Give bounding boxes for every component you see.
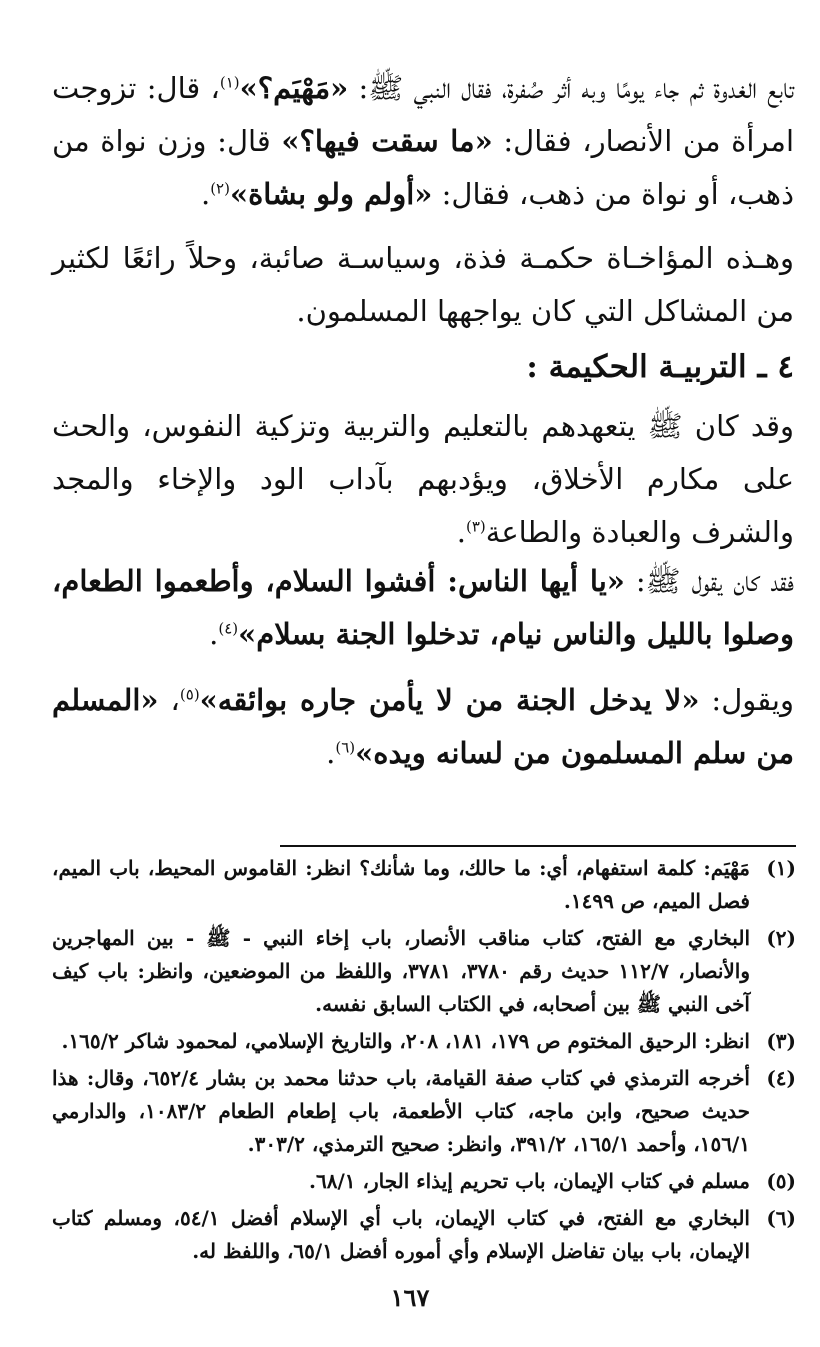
footnote-ref-3[interactable]: (٣) — [465, 517, 486, 536]
paragraph-1-text: قال: وزن نواة من ذهب، أو نواة من ذهب، فقال: — [52, 124, 794, 211]
paragraph-4-text: . — [209, 617, 219, 651]
quote-ma-suqta: «ما سقت فيها؟» — [281, 124, 493, 158]
footnote-item — [52, 1062, 796, 1161]
footnote-text: مَهْيَم: كلمة استفهام، أي: ما حالك، وما شأنك؟ انظر: القاموس المحيط، باب الميم، فصل الميم، ص ١٤٩٩. — [52, 856, 750, 913]
footnote-item — [52, 852, 796, 918]
paragraph-3-text: . — [456, 515, 466, 549]
paragraph-2: وهـذه المؤاخـاة حكمـة فذة، وسياسـة صائبة، وحلاً رائعًا لكثير من المشاكل التي كان يواجهها المسلمون. — [52, 241, 794, 328]
footnote-number: (٣) — [766, 1029, 796, 1053]
footnote-item — [52, 1202, 796, 1268]
footnote-ref-6[interactable]: (٦) — [335, 738, 356, 757]
paragraph-1-text: ، قال: تزوجت امرأة من الأنصار، فقال: — [52, 71, 795, 158]
footnote-ref-2[interactable]: (٢) — [210, 179, 230, 198]
quote-mahyam: «مَهْيَم؟» — [239, 71, 349, 105]
paragraph-4 — [52, 555, 794, 661]
footnotes-list — [52, 852, 796, 1272]
hadith-quote: «المسلم من سلم المسلمون من لسانه ويده» — [52, 683, 794, 770]
footnote-number: (٦) — [766, 1206, 796, 1230]
footnote-text: انظر: الرحيق المختوم ص ١٧٩، ١٨١، ٢٠٨، والتاريخ الإسلامي، لمحمود شاكر ١٦٥/٢. — [61, 1029, 750, 1053]
footnote-ref-5[interactable]: (٥) — [179, 685, 200, 704]
paragraph-5-text: ، — [158, 683, 180, 717]
footnote-divider — [280, 845, 796, 847]
footnote-number: (٤) — [766, 1066, 796, 1090]
footnote-number: (١) — [766, 856, 796, 880]
paragraph-4-text: فقد كان يقول ﷺ: — [624, 564, 794, 598]
footnote-number: (٥) — [766, 1169, 796, 1193]
footnote-text: البخاري مع الفتح، في كتاب الإيمان، باب أي الإسلام أفضل ٥٤/١، ومسلم كتاب الإيمان، باب بيان تفاضل الإسلام وأي أموره أفضل ٦٥/١، واللفظ له. — [52, 1206, 750, 1263]
footnote-text: البخاري مع الفتح، كتاب مناقب الأنصار، باب إخاء النبي - ﷺ - بين المهاجرين والأنصار، ١١٢/٧ حديث رقم ٣٧٨٠، ٣٧٨١، واللفظ من الموضعين، وانظر: باب كيف آخى النبي ﷺ بين أصحابه، في الكتاب السابق نفسه. — [52, 926, 751, 1016]
quote-awlim: «أولم ولو بشاة» — [229, 177, 433, 211]
paragraph-3 — [52, 400, 794, 559]
page-number: ١٦٧ — [390, 1283, 430, 1312]
paragraph-1 — [52, 62, 794, 221]
hadith-quote: «يا أيها الناس: أفشوا السلام، وأطعموا الطعام، وصلوا بالليل والناس نيام، تدخلوا الجنة بسلام» — [52, 564, 794, 651]
footnote-item — [52, 1025, 796, 1058]
footnote-text: أخرجه الترمذي في كتاب صفة القيامة، باب حدثنا محمد بن بشار ٦٥٢/٤، وقال: هذا حديث صحيح، وابن ماجه، كتاب الأطعمة، باب إطعام الطعام ١٠٨٣/٢، والدارمي ١٥٦/١، وأحمد ١٦٥/١، ٣٩١/٢، وانظر: صحيح الترمذي، ٣٠٣/٢. — [52, 1066, 750, 1156]
footnote-item — [52, 922, 796, 1021]
footnote-text: مسلم في كتاب الإيمان، باب تحريم إيذاء الجار، ٦٨/١. — [309, 1169, 750, 1193]
hadith-quote: «لا يدخل الجنة من لا يأمن جاره بوائقه» — [199, 683, 700, 717]
paragraph-3-text: وقد كان ﷺ يتعهدهم بالتعليم والتربية وتزكية النفوس، والحث على مكارم الأخلاق، ويؤدبهم بآداب الود والإخاء والمجد والشرف والعبادة والطاعة — [52, 409, 794, 549]
paragraph-5-text: . — [326, 736, 336, 770]
paragraph-5 — [52, 674, 794, 780]
paragraph-1-text: تابع الغدوة ثم جاء يومًا وبه أثر صُفرة، فقال النبي ﷺ: — [348, 71, 794, 105]
section-heading: ٤ ـ التربيـة الحكيمة : — [526, 349, 794, 385]
paragraph-1-text: . — [200, 177, 211, 211]
footnote-item — [52, 1165, 796, 1198]
footnote-ref-1[interactable]: (١) — [219, 73, 240, 92]
footnote-ref-4[interactable]: (٤) — [218, 619, 239, 638]
paragraph-5-text: ويقول: — [699, 683, 794, 717]
footnote-number: (٢) — [766, 926, 796, 950]
